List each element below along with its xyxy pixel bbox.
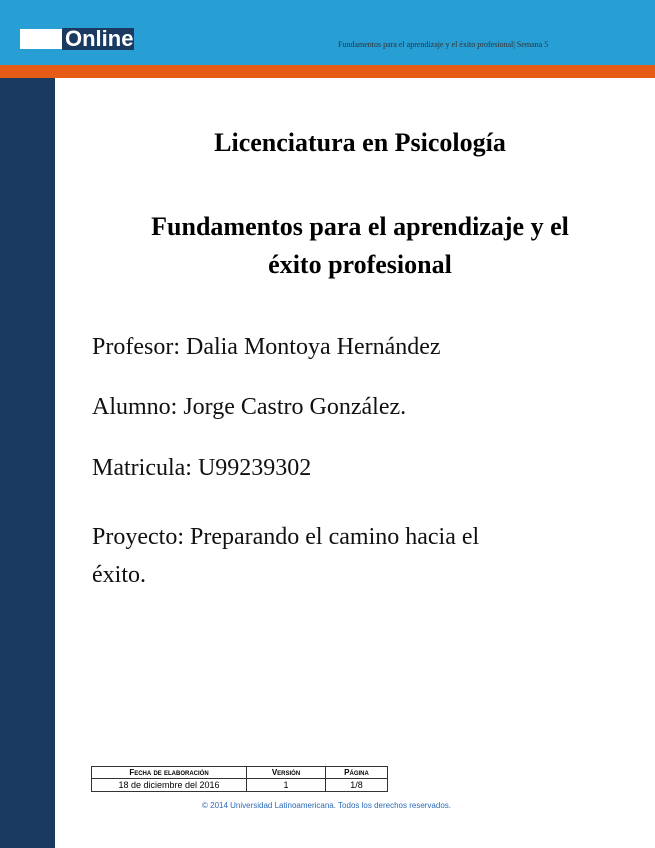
subtitle-line1: Fundamentos para el aprendizaje y el <box>151 212 569 241</box>
proyecto-line1: Proyecto: Preparando el camino hacia el <box>92 524 480 550</box>
logo: Online <box>62 28 134 50</box>
profesor: Profesor: Dalia Montoya Hernández <box>92 334 441 360</box>
logo-redacted <box>20 29 62 49</box>
th-fecha: Fecha de elaboración <box>92 767 247 779</box>
copyright: © 2014 Universidad Latinoamericana. Todos los derechos reservados. <box>202 801 451 810</box>
header-banner <box>0 0 655 65</box>
alumno: Alumno: Jorge Castro González. <box>92 394 407 420</box>
footer-table <box>91 766 388 792</box>
sidebar-band <box>0 78 55 848</box>
proyecto-line2: éxito. <box>92 562 146 588</box>
orange-stripe <box>0 65 655 78</box>
matricula: Matricula: U99239302 <box>92 455 312 481</box>
th-pagina: Página <box>326 767 388 779</box>
subtitle <box>60 208 655 284</box>
subtitle-line2: éxito profesional <box>268 250 452 279</box>
td-pagina: 1/8 <box>326 779 388 792</box>
td-version: 1 <box>247 779 326 792</box>
page-title: Licenciatura en Psicología <box>214 128 506 157</box>
th-version: Versión <box>247 767 326 779</box>
header-doc-title: Fundamentos para el aprendizaje y el éxito profesional| Semana 5 <box>338 40 549 49</box>
td-fecha: 18 de diciembre del 2016 <box>92 779 247 792</box>
